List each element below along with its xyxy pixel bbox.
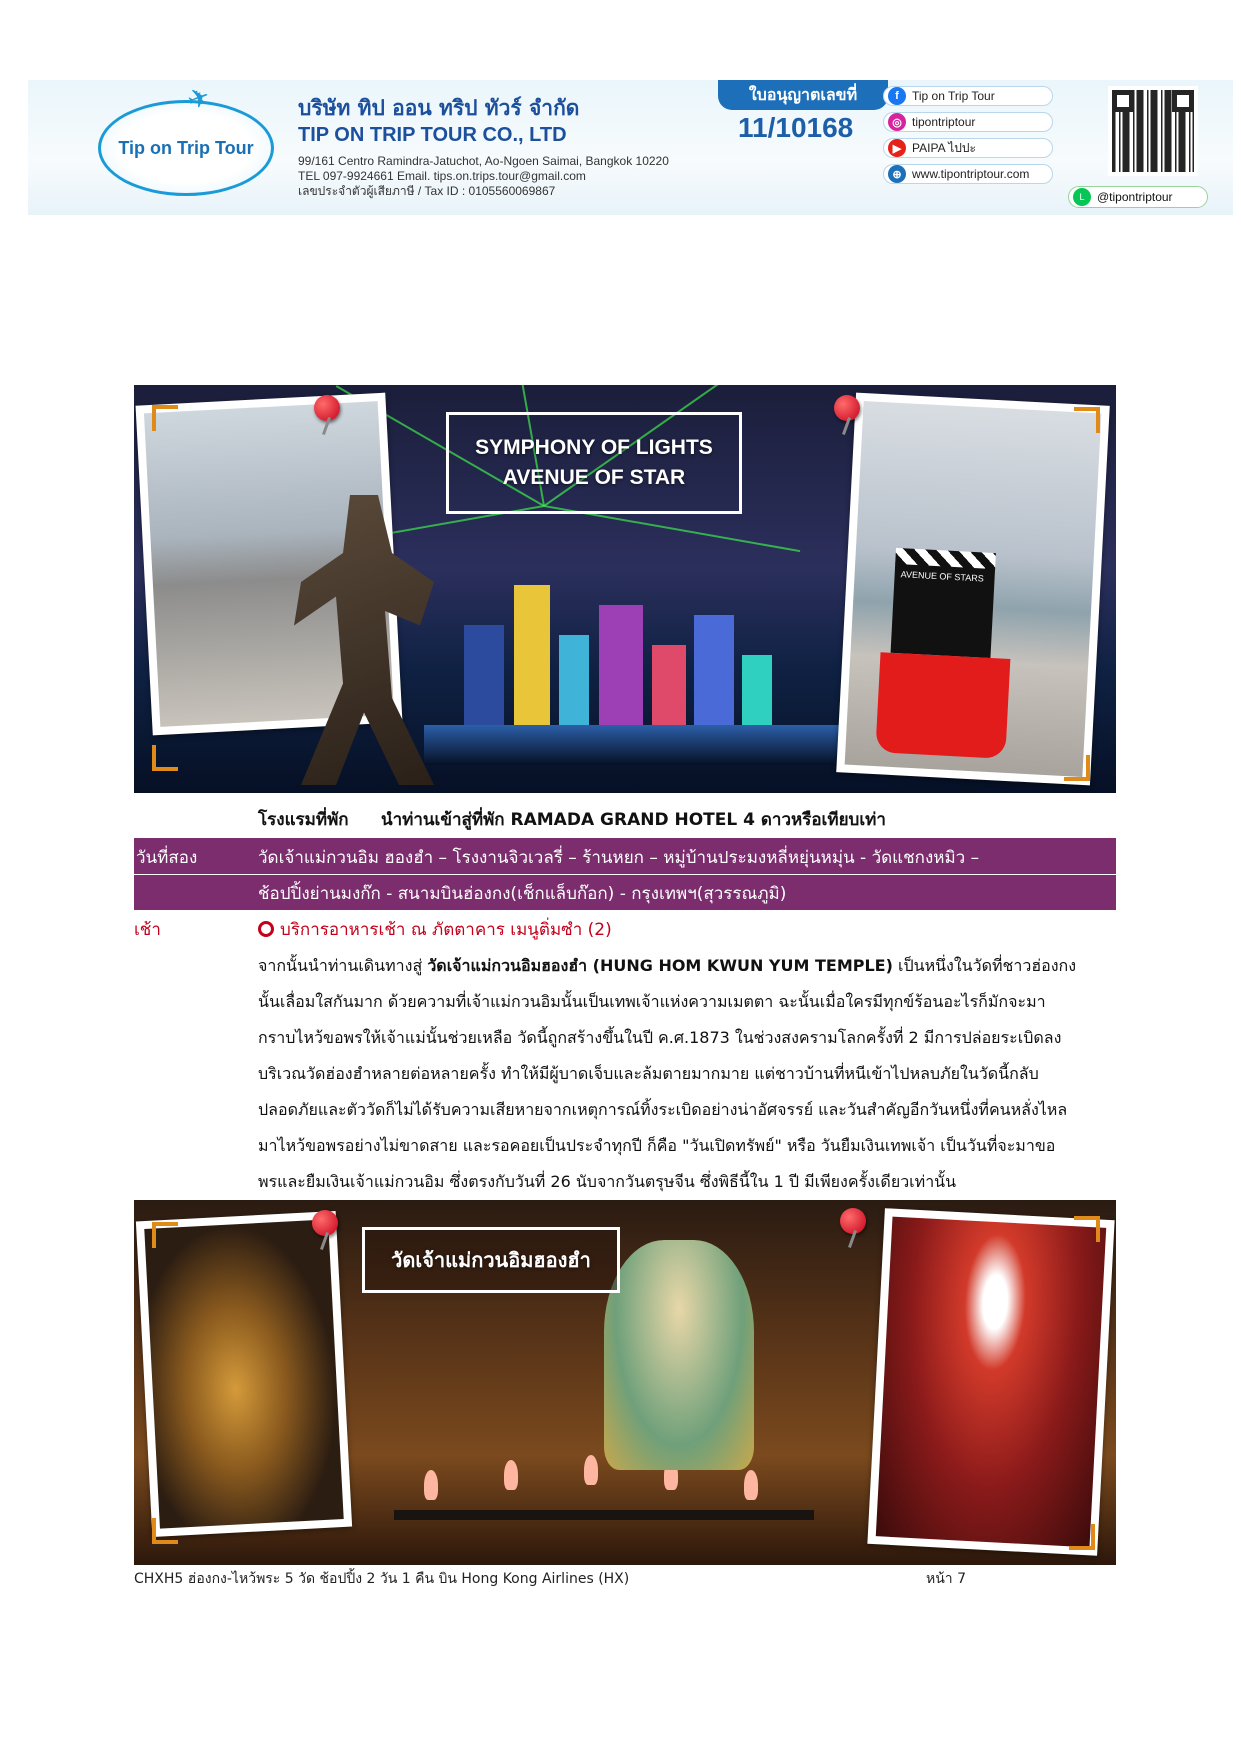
divider	[134, 874, 1116, 875]
footer-tour-code: CHXH5 ฮ่องกง-ไหว้พระ 5 วัด ช้อปปิ้ง 2 วัน 1 คืน บิน Hong Kong Airlines (HX)	[134, 1571, 630, 1587]
paragraph-line: กราบไหว้ขอพรให้เจ้าแม่นั้นช่วยเหลือ วัดนี้ถูกสร้างขึ้นในปี ค.ศ.1873 ในช่วงสงครามโลกครั้งที่ 2 มีการปล่อยระเบิดลง	[258, 1028, 1062, 1047]
social-line[interactable]	[1068, 186, 1208, 208]
hotel-label: โรงแรมที่พัก	[258, 810, 349, 830]
social-label: PAIPA ไปปะ	[912, 140, 976, 155]
hotel-row	[258, 806, 886, 833]
photo-title-line1: SYMPHONY OF LIGHTS	[475, 436, 713, 459]
deity-statue	[604, 1240, 754, 1470]
line-id-label: @tipontriptour	[1097, 190, 1173, 204]
meal-label: เช้า	[134, 920, 161, 940]
photo-title-line2: AVENUE OF STAR	[502, 466, 686, 489]
day-itinerary-bar	[134, 838, 1116, 910]
photo-title-box	[362, 1227, 620, 1293]
day-route-line1: วัดเจ้าแม่กวนอิม ฮองฮำ – โรงงานจิวเวลรี่ – ร้านหยก – หมู่บ้านประมงหลี่หยุ่นหมุ่น - วัดแชกงหมิว –	[258, 848, 980, 868]
web-icon: ⊕	[888, 165, 906, 183]
airplane-icon: ✈	[183, 81, 215, 117]
facebook-icon: f	[888, 87, 906, 105]
meal-text-wrap	[258, 916, 612, 943]
paragraph-line: พรและยืมเงินเจ้าแม่กวนอิม ซึ่งตรงกับวันที่ 26 นับจากวันตรุษจีน ซึ่งพิธีนี้ใน 1 ปี มีเพียงครั้งเดียวเท่านั้น	[258, 1172, 957, 1191]
red-pedestal	[875, 652, 1010, 759]
social-label: Tip on Trip Tour	[912, 89, 995, 103]
paragraph-line: บริเวณวัดฮ่องฮำหลายต่อหลายครั้ง ทำให้มีผู้บาดเจ็บและล้มตายมากมาย แต่ชาวบ้านที่หนีเข้าไปหลบภัยในวัดนี้กลับ	[258, 1064, 1039, 1083]
company-name-english: TIP ON TRIP TOUR CO., LTD	[298, 124, 567, 146]
qr-code	[1108, 86, 1198, 176]
hotel-value: นำท่านเข้าสู่ที่พัก RAMADA GRAND HOTEL 4 ดาวหรือเทียบเท่า	[381, 810, 886, 830]
frame-corner	[152, 405, 178, 431]
push-pin-icon	[312, 1210, 338, 1236]
dish-icon	[258, 921, 274, 937]
address-line: 99/161 Centro Ramindra-Jatuchot, Ao-Ngoen Saimai, Bangkok 10220	[298, 154, 669, 168]
day-route-line2: ช้อปปิ้งย่านมงก๊ก - สนามบินฮ่องกง(เช็กแล็บก๊อก) - กรุงเทพฯ(สุวรรณภูมิ)	[258, 884, 787, 904]
push-pin-icon	[314, 395, 340, 421]
social-instagram[interactable]	[883, 112, 1053, 132]
paragraph-line: จากนั้นนำท่านเดินทางสู่ วัดเจ้าแม่กวนอิมฮองฮำ (HUNG HOM KWUN YUM TEMPLE) เป็นหนึ่งในวัดที่ชาวฮ่องกง	[258, 956, 1077, 975]
paragraph-line: มาไหว้ขอพรอย่างไม่ขาดสาย และรอคอยเป็นประจำทุกปี ก็คือ "วันเปิดทรัพย์" หรือ วันยืมเงินเทพเจ้า เป็นวันที่จะมาขอ	[258, 1136, 1056, 1155]
social-label: tipontriptour	[912, 115, 976, 129]
push-pin-icon	[834, 395, 860, 421]
meal-row	[134, 916, 1116, 946]
photo-incense-coils	[136, 1211, 352, 1537]
photo-title: วัดเจ้าแม่กวนอิมฮองฮำ	[391, 1250, 591, 1272]
contact-line: TEL 097-9924661 Email. tips.on.trips.tour@gmail.com	[298, 169, 586, 183]
photo-collage-temple	[134, 1200, 1116, 1565]
photo-collage-symphony-of-lights	[134, 385, 1116, 793]
city-skyline	[424, 585, 844, 765]
license-number: 11/10168	[738, 112, 854, 143]
company-address	[298, 154, 669, 199]
line-icon: L	[1073, 188, 1091, 206]
paragraph-line: นั้นเลื่อมใสกันมาก ด้วยความที่เจ้าแม่กวนอิมนั้นเป็นเทพเจ้าแห่งความเมตตา ฉะนั้นเมื่อใครมีทุกข์ร้อนอะไรก็มักจะมา	[258, 992, 1046, 1011]
social-website[interactable]	[883, 164, 1053, 184]
youtube-icon: ▶	[888, 139, 906, 157]
frame-corner	[1069, 1524, 1095, 1550]
social-youtube[interactable]	[883, 138, 1053, 158]
logo-text: Tip on Trip Tour	[118, 137, 254, 158]
frame-corner	[1064, 755, 1090, 781]
candle-stand	[394, 1450, 814, 1560]
instagram-icon: ◎	[888, 113, 906, 131]
photo-avenue-of-stars	[836, 393, 1110, 786]
temple-name: วัดเจ้าแม่กวนอิมฮองฮำ (HUNG HOM KWUN YUM TEMPLE)	[427, 956, 893, 975]
meal-text: บริการอาหารเช้า ณ ภัตตาคาร เมนูติ่มซำ (2)	[280, 920, 612, 940]
social-facebook[interactable]	[883, 86, 1053, 106]
frame-corner	[1074, 1216, 1100, 1242]
day-label: วันที่สอง	[136, 848, 198, 868]
company-name-thai: บริษัท ทิป ออน ทริป ทัวร์ จำกัด	[298, 96, 580, 120]
photo-title-box	[446, 412, 742, 514]
frame-corner	[152, 1222, 178, 1248]
frame-corner	[152, 745, 178, 771]
paragraph-line: ปลอดภัยและตัววัดก็ไม่ได้รับความเสียหายจากเหตุการณ์ทิ้งระเบิดอย่างน่าอัศจรรย์ และวันสำคัญอีกวันหนึ่งที่คนหลั่งไหล	[258, 1100, 1068, 1119]
clapperboard	[891, 563, 996, 658]
tax-id-line: เลขประจำตัวผู้เสียภาษี / Tax ID : 0105560069867	[298, 184, 556, 198]
header-banner	[28, 80, 1233, 215]
social-label: www.tipontriptour.com	[912, 167, 1030, 181]
description-paragraph	[258, 948, 1116, 1200]
footer-page-number: หน้า 7	[926, 1571, 967, 1587]
push-pin-icon	[840, 1208, 866, 1234]
clapperboard-text: AVENUE OF STARS	[900, 569, 985, 584]
company-logo	[98, 100, 274, 196]
license-label: ใบอนุญาตเลขที่	[718, 80, 888, 110]
frame-corner	[1074, 407, 1100, 433]
frame-corner	[152, 1518, 178, 1544]
photo-temple-altar	[867, 1208, 1114, 1556]
